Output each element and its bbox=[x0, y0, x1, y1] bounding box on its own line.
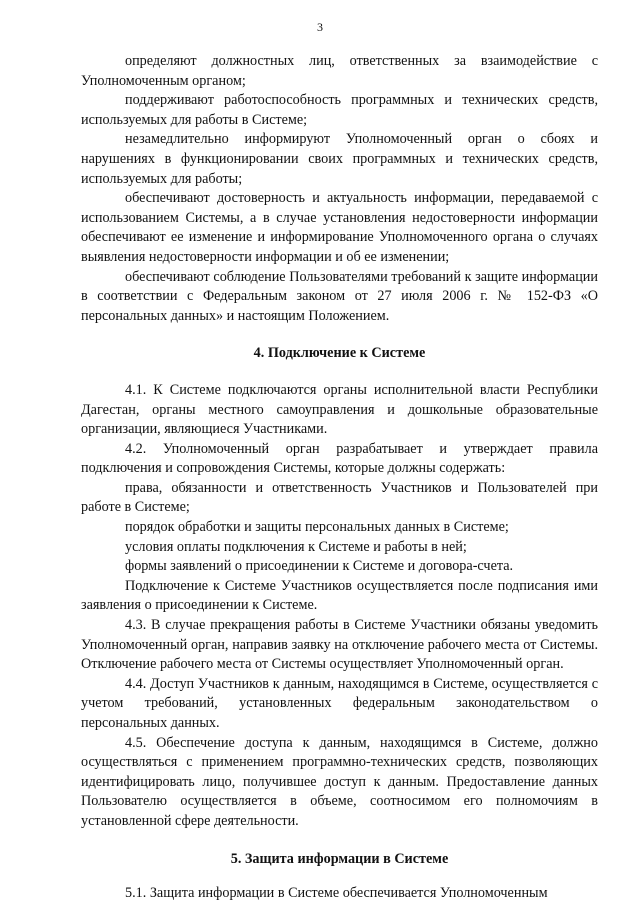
list-item: порядок обработки и защиты персональных данных в Системе; bbox=[125, 519, 509, 536]
list-item: условия оплаты подключения к Системе и работы в ней; bbox=[125, 538, 467, 555]
page-number: 3 bbox=[317, 20, 323, 34]
paragraph: 4.2. Уполномоченный орган разрабатывает и утверждает правила подключения и сопровождения Системы, которые должны содержать: bbox=[81, 440, 598, 477]
paragraph: поддерживают работоспособность программных и технических средств, используемых для работы в Системе; bbox=[81, 92, 598, 128]
paragraph: определяют должностных лиц, ответственных за взаимодействие с Уполномоченным органом; bbox=[81, 53, 598, 89]
paragraph: 4.1. К Системе подключаются органы исполнительной власти Республики Дагестан, органы местного самоуправления и дошкольные образовательные организации, являющиеся Участниками. bbox=[81, 381, 598, 438]
paragraph: 5.1. Защита информации в Системе обеспечивается Уполномоченным bbox=[125, 885, 548, 902]
paragraph: обеспечивают соблюдение Пользователями требований к защите информации в соответствии с Федеральным законом от 27 июля 2006 г. № 152-ФЗ «О персональных данных» и настоящим Положением. bbox=[81, 268, 598, 324]
paragraph: Подключение к Системе Участников осуществляется после подписания ими заявления о присоединении к Системе. bbox=[81, 577, 598, 614]
paragraph: обеспечивают достоверность и актуальность информации, передаваемой с использованием Системы, а в случае установления недостоверности информации обеспечивают ее изменение и информирование Уполномоченного органа о случаях выявления недостоверности информации и об ее изменении; bbox=[81, 190, 598, 265]
paragraph: незамедлительно информируют Уполномоченный орган о сбоях и нарушениях в функционировании своих программных и технических средств, используемых для работы; bbox=[81, 131, 598, 187]
paragraph: 4.5. Обеспечение доступа к данным, находящимся в Системе, должно осуществляться с применением программно-технических средств, позволяющих идентифицировать лицо, получившее доступ к данным. Предоставление данных Пользователю осуществляется в объеме, соотносимом его полномочиям в установленной сфере деятельности. bbox=[81, 734, 598, 829]
paragraph: 4.4. Доступ Участников к данным, находящимся в Системе, осуществляется с учетом требований, установленных федеральным законодательством о персональных данных. bbox=[81, 675, 598, 731]
paragraph: 4.3. В случае прекращения работы в Системе Участники обязаны уведомить Уполномоченный орган, направив заявку на отключение рабочего места от Системы. Отключение рабочего места от Системы осуществляет Уполномоченный орган. bbox=[81, 617, 598, 673]
section-heading-4: 4. Подключение к Системе bbox=[253, 345, 426, 362]
list-item: формы заявлений о присоединении к Системе и договора-счета. bbox=[125, 558, 514, 575]
section-heading-5: 5. Защита информации в Системе bbox=[230, 850, 449, 867]
document-body bbox=[81, 52, 598, 904]
list-item: права, обязанности и ответственность Участников и Пользователей при работе в Системе; bbox=[81, 479, 598, 516]
